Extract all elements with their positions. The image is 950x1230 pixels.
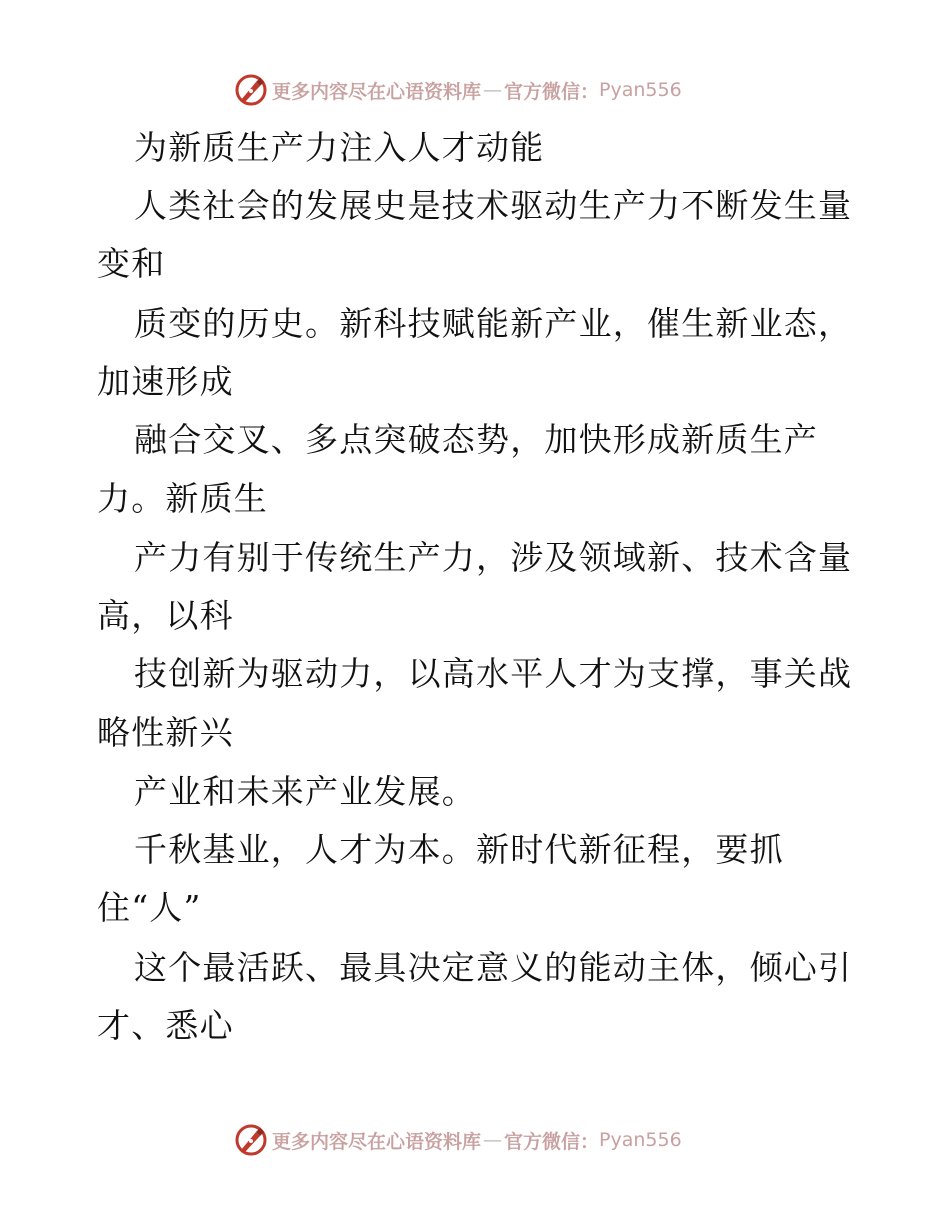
watermark-site-text: 更多内容尽在心语资料库 [272, 80, 482, 103]
text-line: 高，以科 [97, 596, 234, 635]
watermark-site-text: 更多内容尽在心语资料库 [272, 1130, 482, 1153]
text-line: 千秋基业，人才为本。新时代新征程，要抓 [134, 830, 784, 869]
watermark-wechat-label: 官方微信： [504, 80, 600, 103]
watermark-header [234, 70, 682, 110]
document-title: 为新质生产力注入人才动能 [134, 128, 545, 167]
watermark-footer [234, 1120, 682, 1160]
watermark-wechat-id: Pyan556 [599, 79, 682, 101]
text-line: 才、悉心 [97, 1006, 234, 1045]
text-line: 这个最活跃、最具决定意义的能动主体，倾心引 [134, 948, 853, 987]
text-line: 住“人” [97, 888, 202, 927]
pen-logo-icon [234, 1123, 268, 1157]
text-line: 融合交叉、多点突破态势，加快形成新质生产 [134, 420, 818, 459]
text-line: 力。新质生 [97, 479, 268, 518]
text-line: 产力有别于传统生产力，涉及领域新、技术含量 [134, 538, 853, 577]
pen-logo-icon [234, 73, 268, 107]
watermark-dash: — [483, 79, 503, 101]
text-line: 人类社会的发展史是技术驱动生产力不断发生量 [134, 186, 853, 225]
text-line: 加速形成 [97, 362, 234, 401]
text-line: 略性新兴 [97, 713, 234, 752]
watermark-wechat-id: Pyan556 [599, 1129, 682, 1151]
watermark-dash: — [483, 1129, 503, 1151]
watermark-wechat-label: 官方微信： [504, 1130, 600, 1153]
text-line: 变和 [97, 244, 166, 283]
text-line: 产业和未来产业发展。 [134, 772, 476, 811]
text-line: 技创新为驱动力，以高水平人才为支撑，事关战 [134, 654, 853, 693]
text-line: 质变的历史。新科技赋能新产业，催生新业态， [134, 304, 853, 343]
